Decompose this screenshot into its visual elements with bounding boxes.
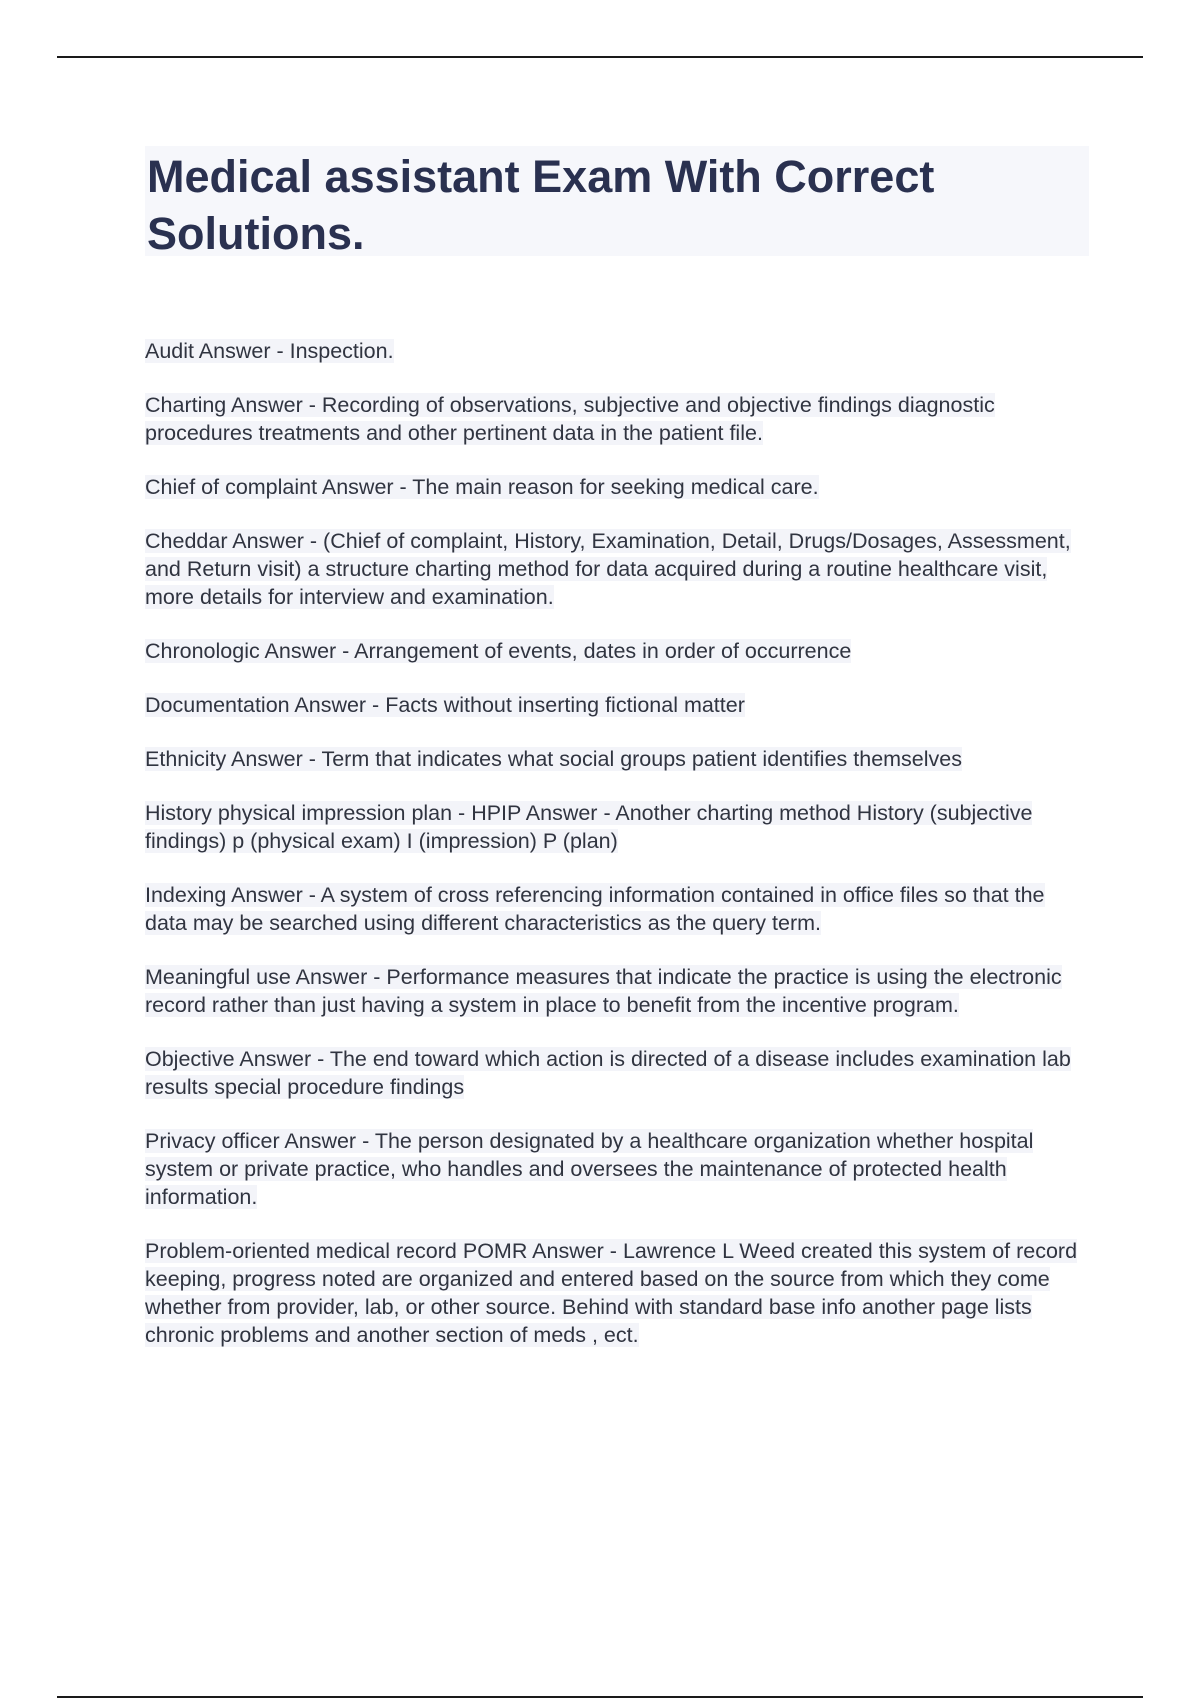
bottom-rule xyxy=(57,1696,1143,1698)
qa-entry-pomr xyxy=(145,1237,1085,1349)
document-title: Medical assistant Exam With Correct Solutions. xyxy=(147,151,935,259)
qa-entry-text: Cheddar Answer - (Chief of complaint, History, Examination, Detail, Drugs/Dosages, Assessment, and Return visit) a structure charting method for data acquired during a routine healthcare visit, more details for interview and examination. xyxy=(145,529,1071,609)
qa-entry-meaningful-use xyxy=(145,963,1085,1019)
qa-entry-text: Audit Answer - Inspection. xyxy=(145,339,394,363)
qa-entry-chief-of-complaint xyxy=(145,473,1085,501)
qa-entry-text: Chronologic Answer - Arrangement of events, dates in order of occurrence xyxy=(145,639,852,663)
top-rule xyxy=(57,56,1143,58)
qa-entry-text: Objective Answer - The end toward which action is directed of a disease includes examination lab results special procedure findings xyxy=(145,1047,1071,1099)
qa-entry-privacy-officer xyxy=(145,1127,1085,1211)
qa-entry-ethnicity xyxy=(145,745,1085,773)
qa-entry-chronologic xyxy=(145,637,1085,665)
qa-entry-text: Problem-oriented medical record POMR Answer - Lawrence L Weed created this system of record keeping, progress noted are organized and entered based on the source from which they come whether from provider, lab, or other source. Behind with standard base info another page lists chronic problems and another section of meds , ect. xyxy=(145,1239,1078,1347)
qa-entry-text: History physical impression plan - HPIP Answer - Another charting method History (subjective findings) p (physical exam) I (impression) P (plan) xyxy=(145,801,1033,853)
qa-entry-text: Charting Answer - Recording of observations, subjective and objective findings diagnostic procedures treatments and other pertinent data in the patient file. xyxy=(145,393,995,445)
qa-entry-text: Privacy officer Answer - The person designated by a healthcare organization whether hospital system or private practice, who handles and oversees the maintenance of protected health information. xyxy=(145,1129,1034,1209)
qa-entry-text: Meaningful use Answer - Performance measures that indicate the practice is using the electronic record rather than just having a system in place to benefit from the incentive program. xyxy=(145,965,1062,1017)
qa-entry-charting xyxy=(145,391,1085,447)
qa-entry-documentation xyxy=(145,691,1085,719)
qa-entry-text: Documentation Answer - Facts without inserting fictional matter xyxy=(145,693,745,717)
qa-entry-text: Chief of complaint Answer - The main reason for seeking medical care. xyxy=(145,475,819,499)
qa-list xyxy=(145,337,1085,1375)
qa-entry-text: Indexing Answer - A system of cross referencing information contained in office files so that the data may be searched using different characteristics as the query term. xyxy=(145,883,1045,935)
qa-entry-text: Ethnicity Answer - Term that indicates what social groups patient identifies themselves xyxy=(145,747,962,771)
qa-entry-hpip xyxy=(145,799,1085,855)
title-block xyxy=(145,146,1089,259)
qa-entry-objective xyxy=(145,1045,1085,1101)
qa-entry-audit xyxy=(145,337,1085,365)
qa-entry-cheddar xyxy=(145,527,1085,611)
qa-entry-indexing xyxy=(145,881,1085,937)
